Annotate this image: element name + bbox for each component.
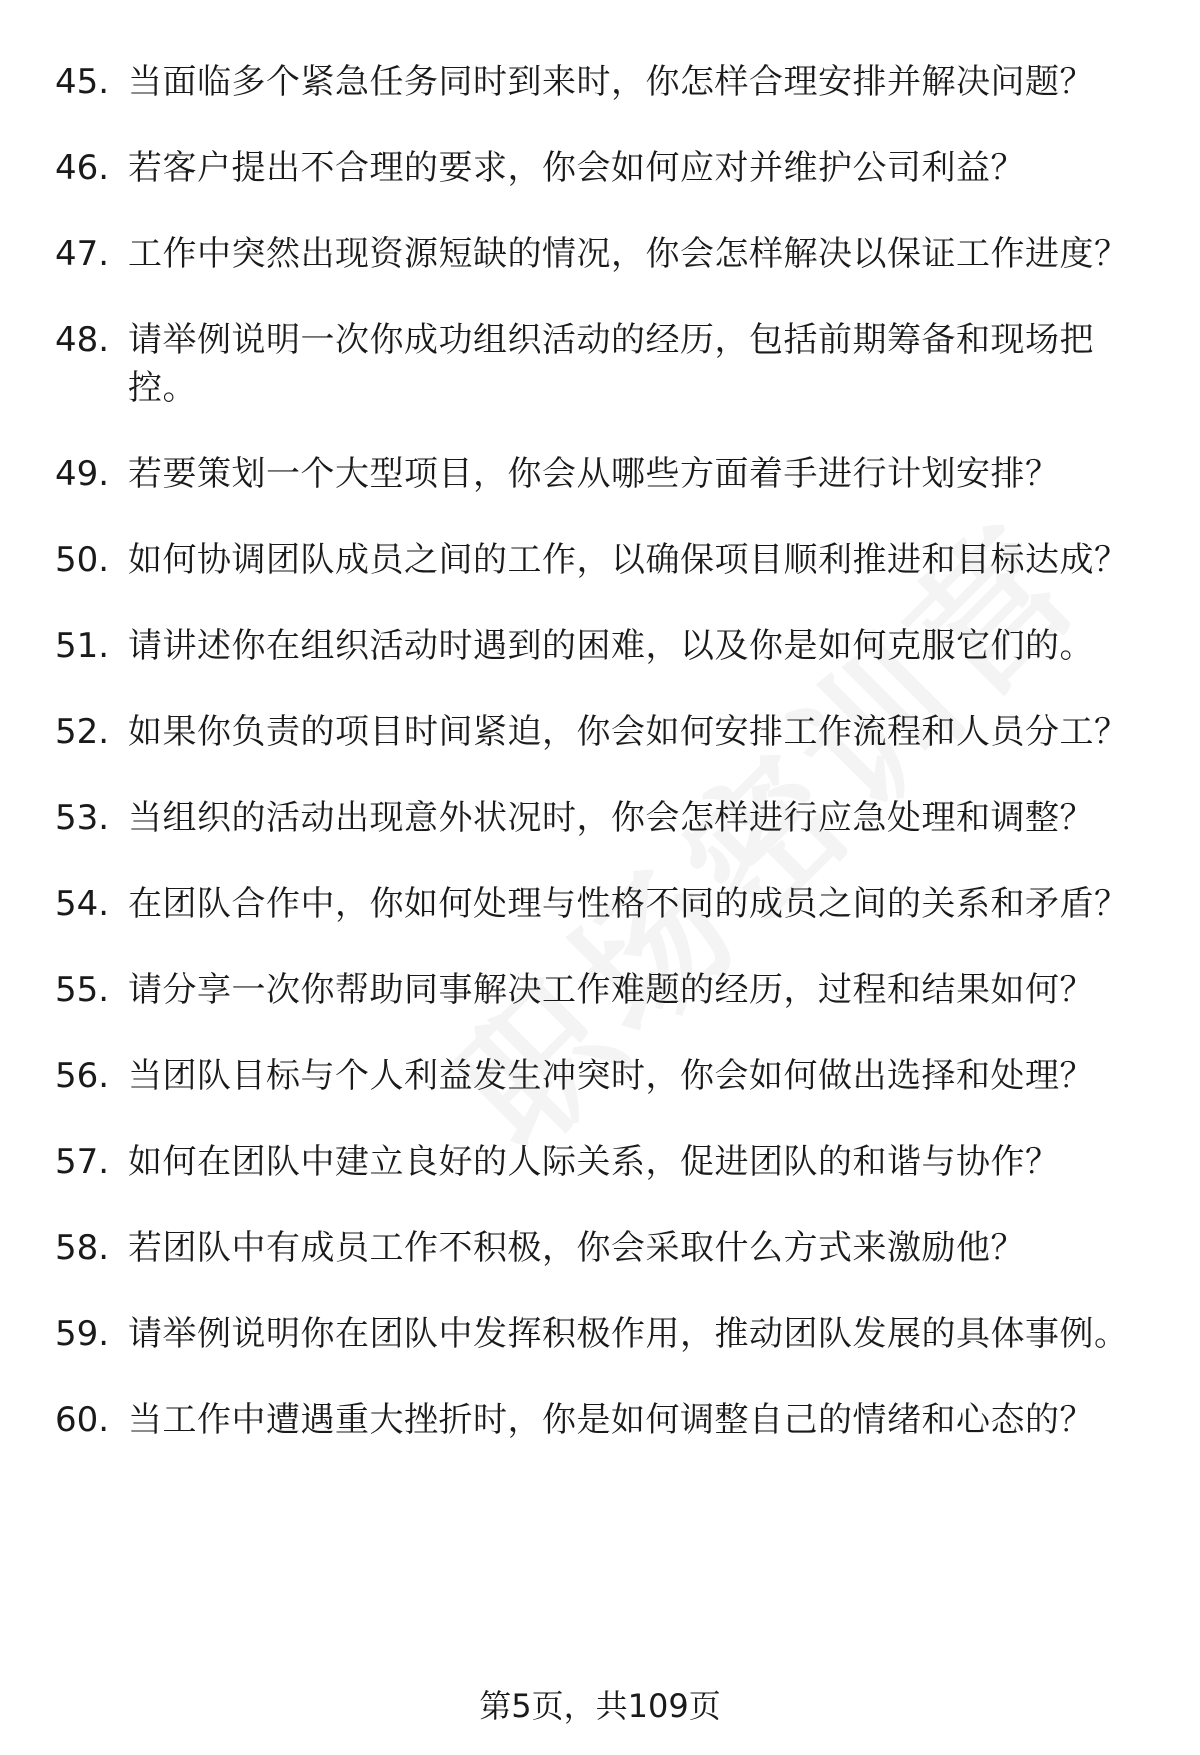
list-item [0, 880, 1200, 928]
list-item [0, 794, 1200, 842]
list-item [0, 966, 1200, 1014]
question-text: 请举例说明一次你成功组织活动的经历，包括前期筹备和现场把控。 [128, 320, 1094, 408]
list-item [0, 1224, 1200, 1272]
question-text: 若要策划一个大型项目，你会从哪些方面着手进行计划安排？ [128, 454, 1060, 494]
list-item [0, 708, 1200, 756]
question-number: 57. [55, 1142, 110, 1182]
question-number: 50. [55, 540, 110, 580]
question-list [0, 58, 1200, 1482]
question-number: 51. [55, 626, 110, 666]
question-text: 请讲述你在组织活动时遇到的困难，以及你是如何克服它们的。 [128, 626, 1094, 666]
question-text: 请举例说明你在团队中发挥积极作用，推动团队发展的具体事例。 [128, 1314, 1129, 1354]
question-number: 47. [55, 234, 110, 274]
question-text: 当工作中遭遇重大挫折时，你是如何调整自己的情绪和心态的？ [128, 1400, 1094, 1440]
list-item [0, 1310, 1200, 1358]
list-item [0, 1052, 1200, 1100]
question-text: 当面临多个紧急任务同时到来时，你怎样合理安排并解决问题？ [128, 62, 1094, 102]
question-number: 54. [55, 884, 110, 924]
question-number: 48. [55, 320, 110, 360]
question-text: 在团队合作中，你如何处理与性格不同的成员之间的关系和矛盾？ [128, 884, 1129, 924]
list-item [0, 144, 1200, 192]
question-number: 55. [55, 970, 110, 1010]
question-text: 若团队中有成员工作不积极，你会采取什么方式来激励他？ [128, 1228, 1025, 1268]
question-number: 49. [55, 454, 110, 494]
list-item [0, 316, 1200, 412]
question-number: 45. [55, 62, 110, 102]
question-text: 工作中突然出现资源短缺的情况，你会怎样解决以保证工作进度？ [128, 234, 1129, 274]
question-number: 52. [55, 712, 110, 752]
question-number: 58. [55, 1228, 110, 1268]
question-text: 若客户提出不合理的要求，你会如何应对并维护公司利益？ [128, 148, 1025, 188]
question-text: 当团队目标与个人利益发生冲突时，你会如何做出选择和处理？ [128, 1056, 1094, 1096]
question-text: 如果你负责的项目时间紧迫，你会如何安排工作流程和人员分工？ [128, 712, 1129, 752]
list-item [0, 230, 1200, 278]
list-item [0, 1396, 1200, 1444]
question-text: 当组织的活动出现意外状况时，你会怎样进行应急处理和调整？ [128, 798, 1094, 838]
question-text: 请分享一次你帮助同事解决工作难题的经历，过程和结果如何？ [128, 970, 1094, 1010]
question-number: 53. [55, 798, 110, 838]
list-item [0, 536, 1200, 584]
question-number: 46. [55, 148, 110, 188]
question-number: 59. [55, 1314, 110, 1354]
list-item [0, 622, 1200, 670]
question-text: 如何在团队中建立良好的人际关系，促进团队的和谐与协作？ [128, 1142, 1060, 1182]
question-number: 56. [55, 1056, 110, 1096]
list-item [0, 1138, 1200, 1186]
list-item [0, 450, 1200, 498]
question-number: 60. [55, 1400, 110, 1440]
list-item [0, 58, 1200, 106]
page-footer: 第5页，共109页 [479, 1687, 721, 1725]
question-text: 如何协调团队成员之间的工作，以确保项目顺利推进和目标达成？ [128, 540, 1129, 580]
